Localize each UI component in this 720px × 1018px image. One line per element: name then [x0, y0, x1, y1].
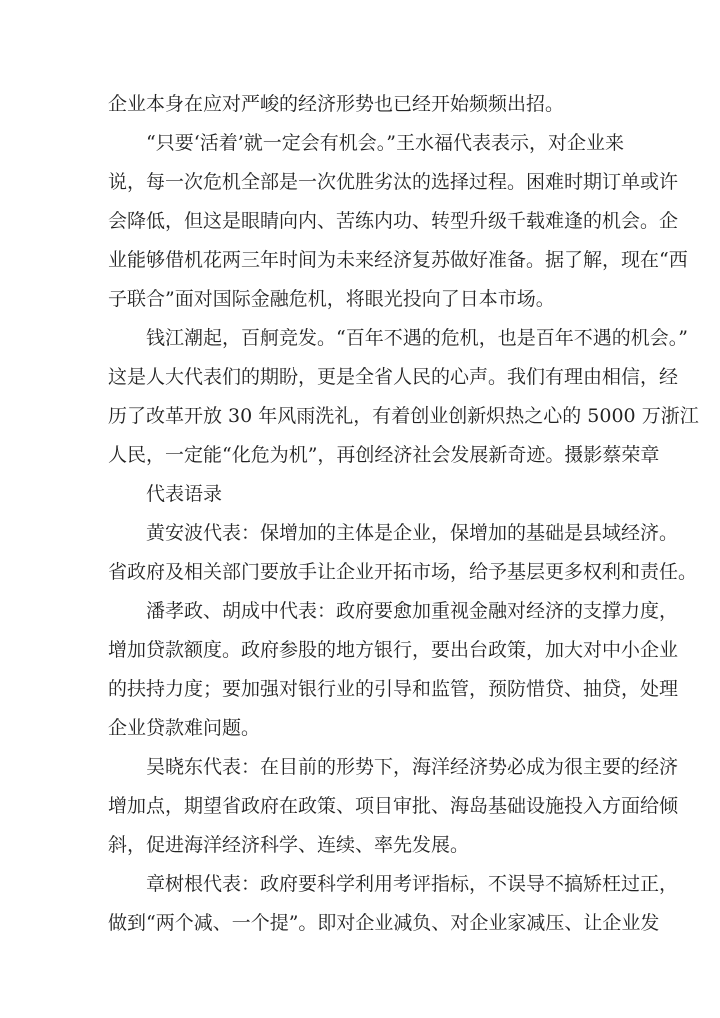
text-line: 钱江潮起，百舸竞发。“百年不遇的危机，也是百年不遇的机会。” — [146, 327, 688, 349]
text-line: 这是人大代表们的期盼，更是全省人民的心声。我们有理由相信，经 — [108, 366, 679, 388]
text-line: 企业贷款难问题。 — [108, 717, 261, 739]
text-line: 增加贷款额度。政府参股的地方银行，要出台政策，加大对中小企业 — [108, 639, 679, 661]
text-line: 的扶持力度；要加强对银行业的引导和监管，预防惜贷、抽贷，处理 — [108, 678, 679, 700]
text-line: 章树根代表：政府要科学利用考评指标，不误导不搞矫枉过正， — [146, 873, 679, 895]
text-line: 增加点，期望省政府在政策、项目审批、海岛基础设施投入方面给倾 — [108, 795, 679, 817]
text-line: 会降低，但这是眼睛向内、苦练内功、转型升级千载难逢的机会。企 — [108, 210, 679, 232]
text-line: 吴晓东代表：在目前的形势下，海洋经济势必成为很主要的经济 — [146, 756, 679, 778]
text-line: 子联合”面对国际金融危机，将眼光投向了日本市场。 — [108, 288, 555, 310]
text-line: 说，每一次危机全部是一次优胜劣汰的选择过程。困难时期订单或许 — [108, 171, 679, 193]
text-line: 企业本身在应对严峻的经济形势也已经开始频频出招。 — [108, 93, 565, 115]
text-line: 业能够借机花两三年时间为未来经济复苏做好准备。据了解，现在“西 — [108, 249, 688, 271]
text-line: 历了改革开放 30 年风雨洗礼，有着创业创新炽热之心的 5000 万浙江 — [108, 405, 699, 427]
text-line: 黄安波代表：保增加的主体是企业，保增加的基础是县域经济。 — [146, 522, 679, 544]
text-line: 潘孝政、胡成中代表：政府要愈加重视金融对经济的支撑力度， — [146, 600, 679, 622]
text-line: 省政府及相关部门要放手让企业开拓市场，给予基层更多权利和责任。 — [108, 561, 698, 583]
text-line: 人民，一定能“化危为机”，再创经济社会发展新奇迹。摄影蔡荣章 — [108, 444, 660, 466]
text-line: 斜，促进海洋经济科学、连续、率先发展。 — [108, 834, 470, 856]
text-line: “只要‘活着’就一定会有机会。”王水福代表表示，对企业来 — [146, 132, 625, 154]
section-heading: 代表语录 — [146, 483, 223, 505]
text-line: 做到“两个减、一个提”。即对企业减负、对企业家减压、让企业发 — [108, 912, 660, 934]
